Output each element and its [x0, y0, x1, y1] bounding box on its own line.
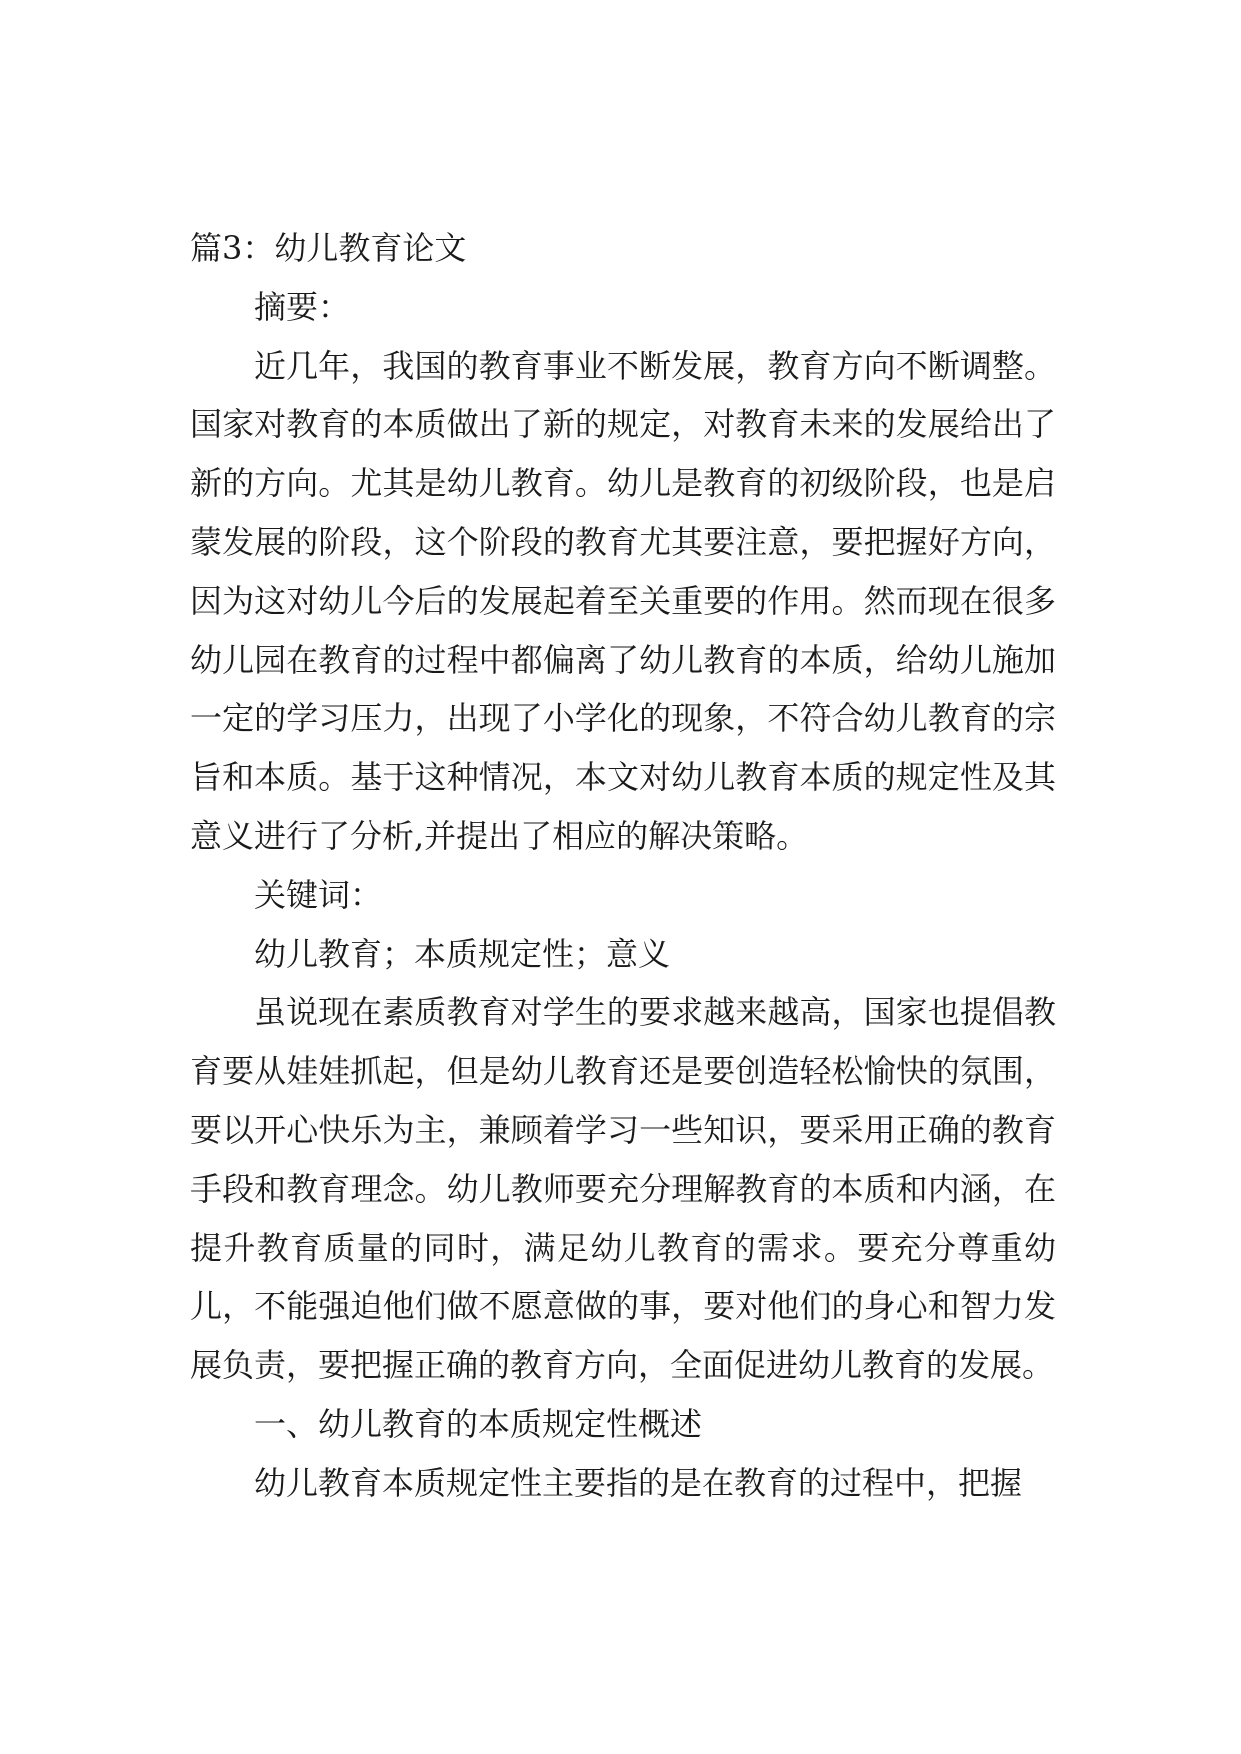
keywords-text: 幼儿教育；本质规定性；意义: [254, 934, 671, 973]
abstract-paragraph: 近几年，我国的教育事业不断发展，教育方向不断调整。国家对教育的本质做出了新的规定，对教育未来的发展给出了新的方向。尤其是幼儿教育。幼儿是教育的初级阶段，也是启蒙发展的阶段，这个阶段的教育尤其要注意，要把握好方向，因为这对幼儿今后的发展起着至关重要的作用。然而现在很多幼儿园在教育的过程中都偏离了幼儿教育的本质，给幼儿施加一定的学习压力，出现了小学化的现象，不符合幼儿教育的宗旨和本质。基于这种情况，本文对幼儿教育本质的规定性及其意义进行了分析,并提出了相应的解决策略。: [190, 346, 1056, 855]
section-paragraph-start: 幼儿教育本质规定性主要指的是在教育的过程中，把握: [254, 1463, 1023, 1502]
document-body: [190, 219, 1056, 1513]
abstract-label: 摘要：: [254, 287, 351, 326]
keywords-label: 关键词：: [254, 875, 383, 914]
article-title: 篇3：幼儿教育论文: [190, 229, 467, 267]
intro-paragraph: 虽说现在素质教育对学生的要求越来越高，国家也提倡教育要从娃娃抓起，但是幼儿教育还是要创造轻松愉快的氛围，要以开心快乐为主，兼顾着学习一些知识，要采用正确的教育手段和教育理念。幼儿教师要充分理解教育的本质和内涵，在提升教育质量的同时，满足幼儿教育的需求。要充分尊重幼儿，不能强迫他们做不愿意做的事，要对他们的身心和智力发展负责，要把握正确的教育方向，全面促进幼儿教育的发展。: [190, 993, 1056, 1385]
section-heading: 一、幼儿教育的本质规定性概述: [254, 1404, 703, 1443]
